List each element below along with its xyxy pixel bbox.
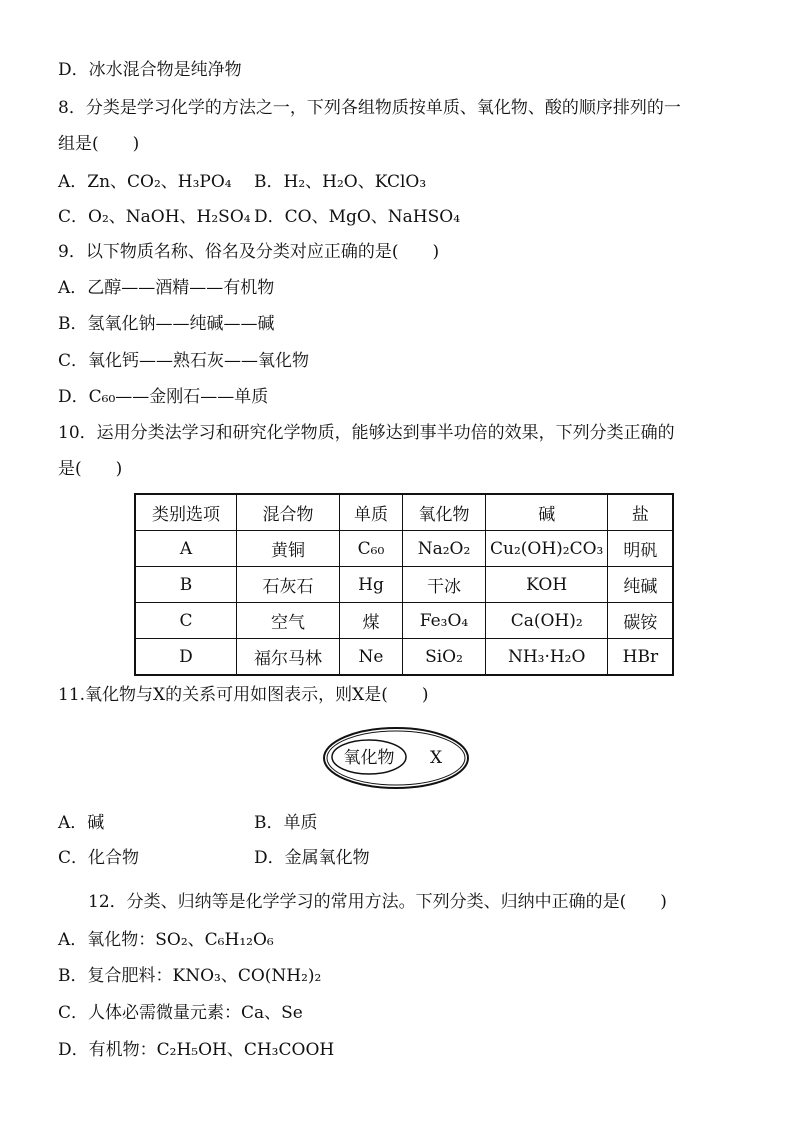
table-cell: HBr — [608, 639, 674, 676]
table-row — [135, 603, 673, 639]
q9-option-c: C．氧化钙——熟石灰——氧化物 — [58, 351, 310, 371]
venn-diagram — [322, 726, 472, 790]
table-header-cell: 氧化物 — [403, 494, 486, 531]
table-header-cell: 盐 — [608, 494, 674, 531]
table-cell: A — [135, 531, 237, 567]
table-cell: 福尔马林 — [237, 639, 340, 676]
q8-option-c: C．O₂、NaOH、H₂SO₄ — [58, 207, 251, 227]
table-cell: 明矾 — [608, 531, 674, 567]
table-cell: 煤 — [340, 603, 403, 639]
q12-option-c: C．人体必需微量元素：Ca、Se — [58, 1003, 303, 1023]
q9-option-b: B．氢氧化钠——纯碱——碱 — [58, 314, 275, 334]
q9-option-a: A．乙醇——酒精——有机物 — [58, 278, 275, 298]
table-cell: B — [135, 567, 237, 603]
table-cell: Ca(OH)₂ — [486, 603, 608, 639]
table-cell: D — [135, 639, 237, 676]
q9-option-d: D．C₆₀——金刚石——单质 — [58, 387, 269, 407]
q12-option-d: D．有机物：C₂H₅OH、CH₃COOH — [58, 1040, 335, 1060]
table-cell: KOH — [486, 567, 608, 603]
q11-option-a: A．碱 — [58, 813, 105, 833]
classification-table — [134, 493, 674, 676]
q9-stem: 9．以下物质名称、俗名及分类对应正确的是( ) — [58, 242, 440, 262]
table-header-cell: 混合物 — [237, 494, 340, 531]
table-row — [135, 639, 673, 676]
q8-option-b: B．H₂、H₂O、KClO₃ — [254, 172, 427, 192]
q11-stem: 11.氧化物与X的关系可用如图表示，则X是( ) — [58, 685, 429, 705]
q7-option-d: D．冰水混合物是纯净物 — [58, 60, 242, 80]
table-cell: Hg — [340, 567, 403, 603]
table-cell: SiO₂ — [403, 639, 486, 676]
q12-option-b: B．复合肥料：KNO₃、CO(NH₂)₂ — [58, 966, 322, 986]
q8-stem-line2: 组是( ) — [58, 134, 140, 154]
table-row — [135, 531, 673, 567]
q10-stem-line1: 10．运用分类法学习和研究化学物质，能够达到事半功倍的效果，下列分类正确的 — [58, 423, 675, 443]
table-header-cell: 类别选项 — [135, 494, 237, 531]
table-row — [135, 567, 673, 603]
q8-option-d: D．CO、MgO、NaHSO₄ — [254, 207, 461, 227]
q10-stem-line2: 是( ) — [58, 459, 123, 479]
q8-stem-line1: 8．分类是学习化学的方法之一，下列各组物质按单质、氧化物、酸的顺序排列的一 — [58, 98, 681, 118]
q8-option-a: A．Zn、CO₂、H₃PO₄ — [58, 172, 232, 192]
table-cell: 黄铜 — [237, 531, 340, 567]
table-cell: NH₃·H₂O — [486, 639, 608, 676]
table-cell: 碳铵 — [608, 603, 674, 639]
table-header-cell: 单质 — [340, 494, 403, 531]
inner-label: 氧化物 — [343, 748, 395, 768]
outer-label: X — [429, 748, 443, 768]
q11-option-d: D．金属氧化物 — [254, 848, 370, 868]
table-cell: C₆₀ — [340, 531, 403, 567]
table-cell: Cu₂(OH)₂CO₃ — [486, 531, 608, 567]
q11-option-b: B．单质 — [254, 813, 318, 833]
table-header-cell: 碱 — [486, 494, 608, 531]
table-cell: 纯碱 — [608, 567, 674, 603]
table-cell: 石灰石 — [237, 567, 340, 603]
q12-option-a: A．氧化物：SO₂、C₆H₁₂O₆ — [58, 930, 274, 950]
table-cell: 干冰 — [403, 567, 486, 603]
table-cell: Na₂O₂ — [403, 531, 486, 567]
table-cell: Ne — [340, 639, 403, 676]
table-header-row — [135, 494, 673, 531]
table-cell: C — [135, 603, 237, 639]
table-cell: Fe₃O₄ — [403, 603, 486, 639]
q12-stem: 12．分类、归纳等是化学学习的常用方法。下列分类、归纳中正确的是( ) — [88, 892, 667, 912]
q11-option-c: C．化合物 — [58, 848, 140, 868]
table-cell: 空气 — [237, 603, 340, 639]
